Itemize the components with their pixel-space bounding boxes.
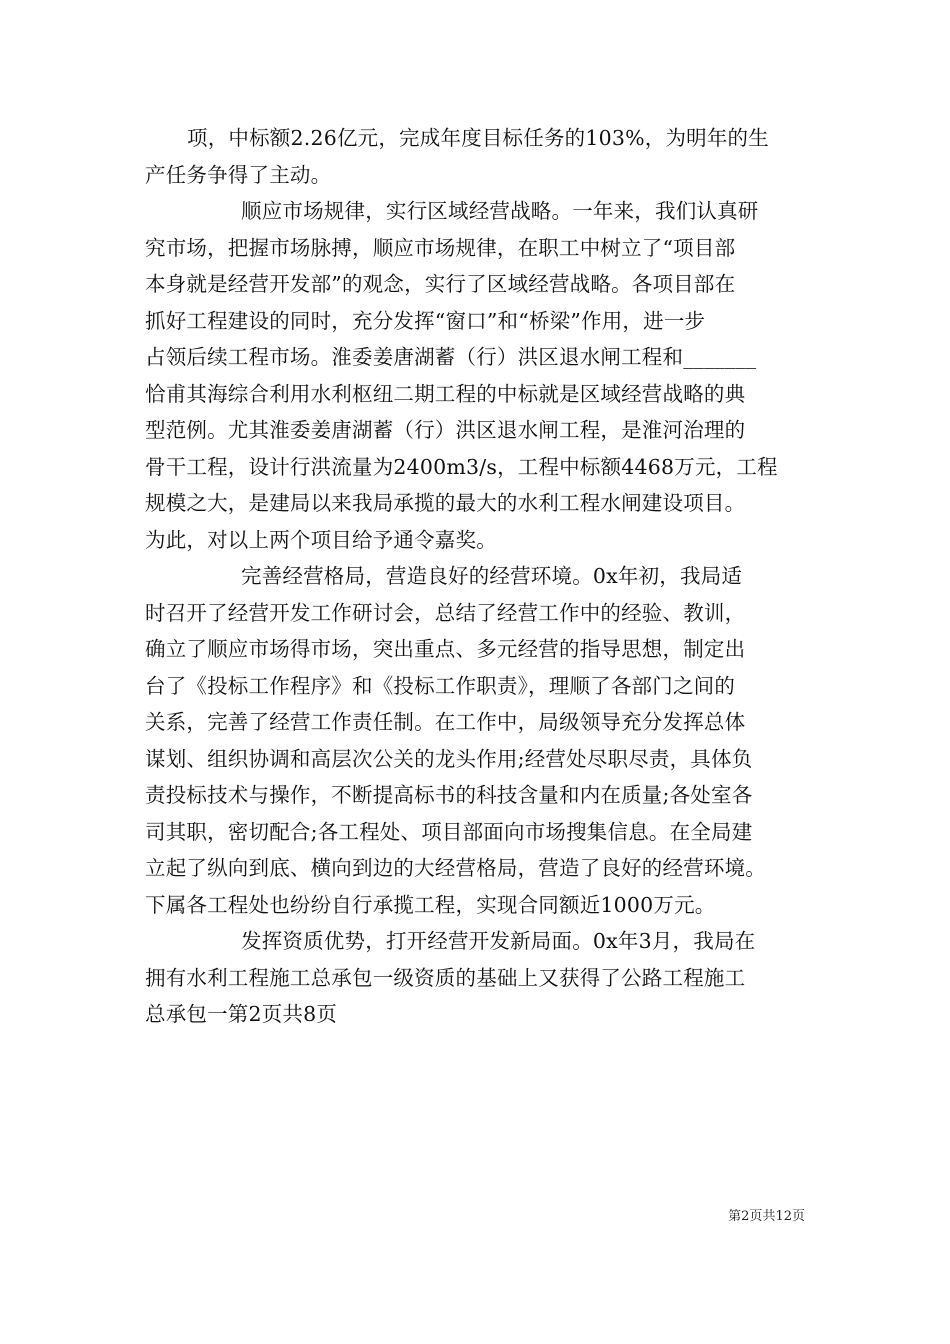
text-line: 为此，对以上两个项目给予通令嘉奖。 — [145, 527, 497, 552]
text-line: 顺应市场规律，实行区域经营战略。一年来，我们认真研 — [241, 199, 759, 223]
text-line: 谋划、组织协调和高层次公关的龙头作用;经营处尽职尽责，具体负 — [145, 746, 753, 771]
text-line: 项，中标额2.26亿元，完成年度目标任务的103%，为明年的生 — [187, 126, 769, 150]
page-number-footer: 第2页共12页 — [728, 1209, 805, 1224]
text-line: 司其职，密切配合;各工程处、项目部面向市场搜集信息。在全局建 — [145, 819, 753, 844]
text-line: 骨干工程，设计行洪流量为2400m3/s，工程中标额4468万元，工程 — [145, 454, 778, 479]
text-line: 产任务争得了主动。 — [145, 162, 332, 187]
text-line: 规模之大，是建局以来我局承揽的最大的水利工程水闸建设项目。 — [145, 491, 746, 515]
text-line: 关系，完善了经营工作责任制。在工作中，局级领导充分发挥总体 — [145, 710, 746, 734]
text-line: 总承包一第2页共8页 — [145, 1002, 338, 1026]
text-line: 确立了顺应市场得市场，突出重点、多元经营的指导思想，制定出 — [145, 637, 746, 661]
paragraph-4 — [145, 923, 805, 1033]
paragraph-3 — [145, 558, 805, 923]
text-line: 占领后续工程市场。淮委姜唐湖蓄（行）洪区退水闸工程和_______ — [145, 345, 757, 369]
paragraph-1 — [145, 120, 805, 193]
text-line: 责投标技术与操作，不断提高标书的科技含量和内在质量;各处室各 — [145, 783, 753, 807]
text-line: 发挥资质优势，打开经营开发新局面。0x年3月，我局在 — [241, 929, 756, 953]
text-line: 时召开了经营开发工作研讨会，总结了经营工作中的经验、教训， — [145, 600, 746, 625]
document-body — [145, 120, 805, 1033]
text-line: 台了《投标工作程序》和《投标工作职责》，理顺了各部门之间的 — [145, 673, 736, 698]
paragraph-2 — [145, 193, 805, 558]
text-line: 完善经营格局，营造良好的经营环境。0x年初，我局适 — [241, 564, 743, 588]
text-line: 拥有水利工程施工总承包一级资质的基础上又获得了公路工程施工 — [145, 965, 746, 990]
text-line: 本身就是经营开发部”的观念，实行了区域经营战略。各项目部在 — [145, 272, 736, 296]
text-line: 究市场，把握市场脉搏，顺应市场规律，在职工中树立了“项目部 — [145, 235, 736, 260]
text-line: 恰甫其海综合利用水利枢纽二期工程的中标就是区域经营战略的典 — [145, 381, 746, 406]
text-line: 抓好工程建设的同时，充分发挥“窗口”和“桥梁”作用，进一步 — [145, 308, 706, 333]
text-line: 下属各工程处也纷纷自行承揽工程，实现合同额近1000万元。 — [145, 892, 716, 917]
text-line: 立起了纵向到底、横向到边的大经营格局，营造了良好的经营环境。 — [145, 856, 766, 880]
text-line: 型范例。尤其淮委姜唐湖蓄（行）洪区退水闸工程，是淮河治理的 — [145, 418, 746, 442]
